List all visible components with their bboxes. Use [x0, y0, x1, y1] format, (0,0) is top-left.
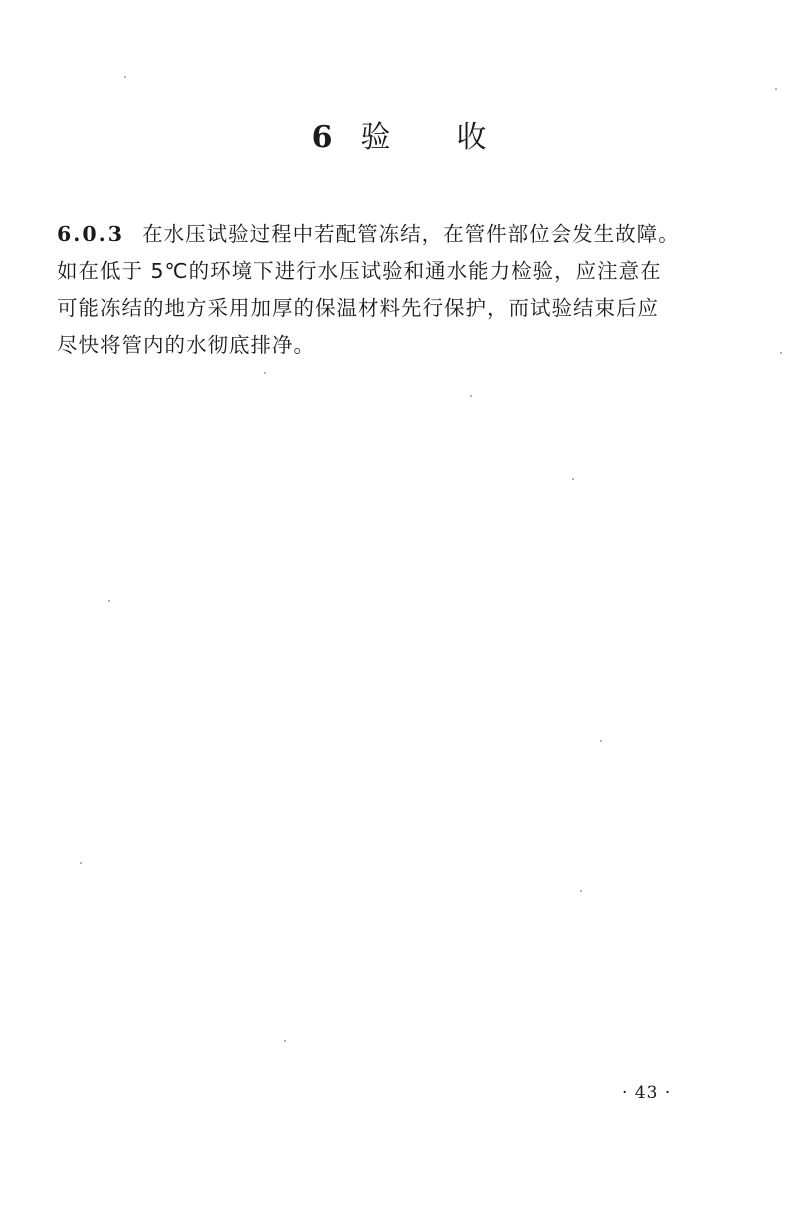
clause-text-line-3: 可能冻结的地方采用加厚的保温材料先行保护，而试验结束后应 — [57, 296, 659, 320]
clause-text-line-4: 尽快将管内的水彻底排净。 — [57, 333, 315, 357]
scan-speck — [600, 740, 602, 742]
chapter-title-part2: 收 — [456, 120, 489, 155]
clause-number: 6.0.3 — [57, 222, 125, 246]
scan-speck — [284, 1040, 286, 1042]
scan-speck — [775, 88, 777, 90]
scan-speck — [580, 890, 582, 892]
scan-speck — [124, 76, 126, 78]
clause-line-1 — [57, 216, 737, 253]
scan-speck — [470, 395, 472, 397]
chapter-number: 6 — [311, 120, 335, 155]
page-number: · 43 · — [622, 1083, 672, 1103]
scan-speck — [264, 372, 266, 374]
clause-paragraph — [57, 216, 737, 364]
chapter-title-part1: 验 — [360, 120, 393, 155]
clause-text-line-1: 在水压试验过程中若配管冻结，在管件部位会发生故障。 — [142, 222, 680, 246]
scan-speck — [780, 352, 782, 354]
scan-speck — [572, 478, 574, 480]
clause-text-line-2: 如在低于 5℃的环境下进行水压试验和通水能力检验，应注意在 — [57, 259, 662, 283]
scan-speck — [80, 862, 82, 864]
scan-speck — [108, 600, 110, 602]
chapter-heading — [0, 112, 800, 156]
